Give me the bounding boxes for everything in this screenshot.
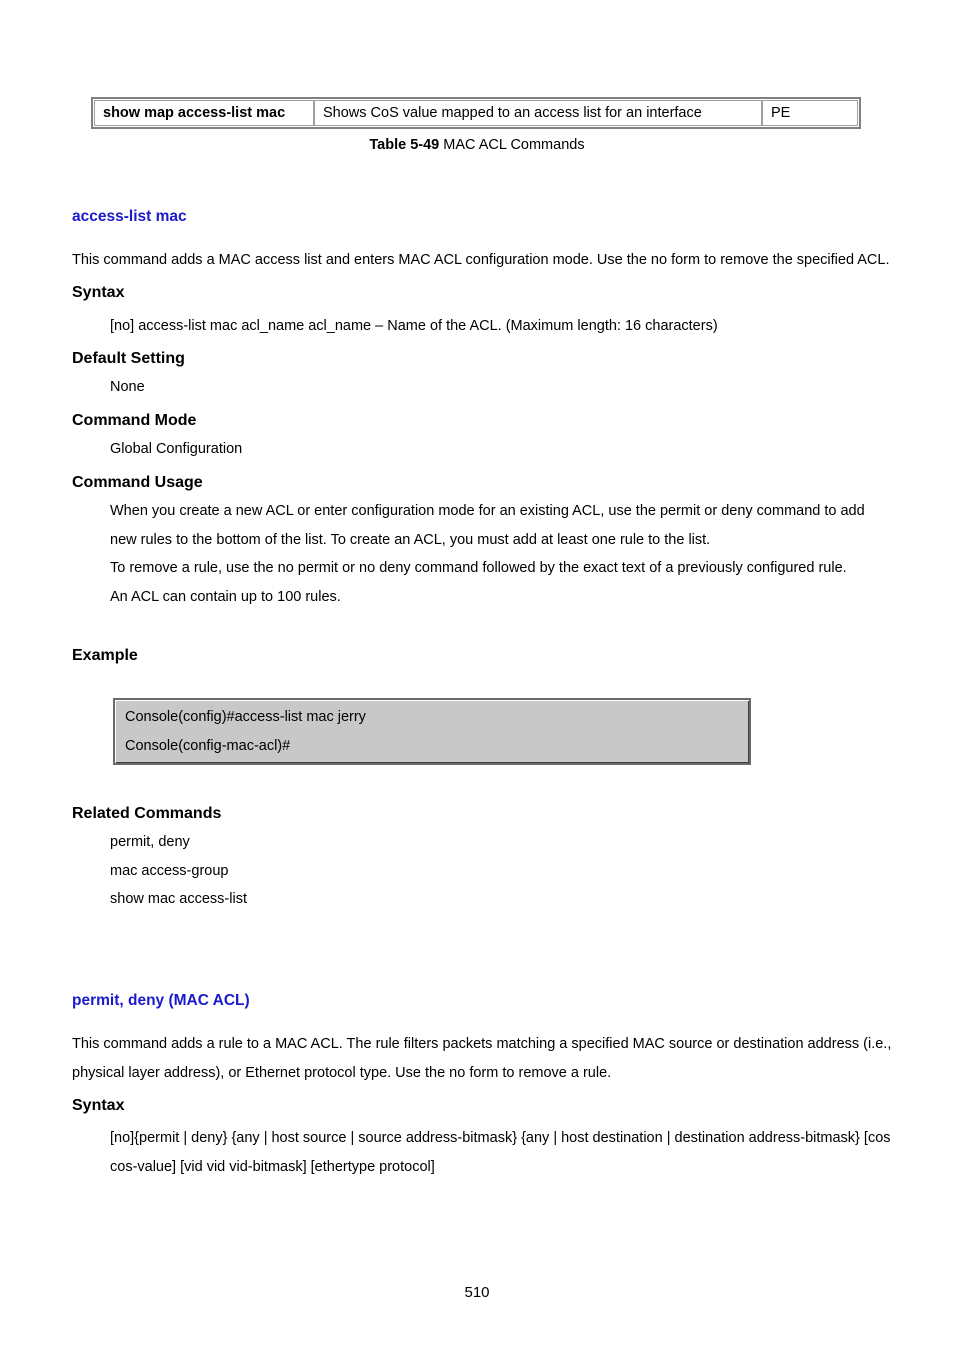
- table-caption: [0, 137, 954, 153]
- default-setting-heading: Default Setting: [72, 350, 185, 367]
- page-number: 510: [464, 1284, 490, 1301]
- console-line: Console(config)#access-list mac jerry: [125, 709, 366, 725]
- command-mode-heading: Command Mode: [72, 412, 197, 429]
- section2-intro-line: This command adds a rule to a MAC ACL. The rule filters packets matching a specified MAC source or destination address (i.e.,: [72, 1036, 892, 1052]
- command-table: [91, 97, 861, 129]
- usage-line: An ACL can contain up to 100 rules.: [110, 589, 341, 605]
- table-caption-text: MAC ACL Commands: [439, 137, 585, 153]
- command-mode-text: Global Configuration: [110, 441, 243, 457]
- section1-intro: This command adds a MAC access list and enters MAC ACL configuration mode. Use the no form to remove the specified ACL.: [72, 252, 890, 268]
- section-title-permit-deny: permit, deny (MAC ACL): [72, 992, 250, 1009]
- section2-syntax-line: [no]{permit | deny} {any | host source | source address-bitmask} {any | host destination | destination address-bitmask} [cos: [110, 1130, 891, 1146]
- table-cell-description: Shows CoS value mapped to an access list for an interface: [314, 100, 762, 126]
- syntax-heading: Syntax: [72, 284, 125, 301]
- section2-syntax-line: cos-value] [vid vid vid-bitmask] [ethertype protocol]: [110, 1159, 435, 1175]
- table-cell-command: show map access-list mac: [94, 100, 314, 126]
- table-caption-number: Table 5-49: [369, 137, 440, 153]
- command-usage-heading: Command Usage: [72, 474, 203, 491]
- related-commands-heading: Related Commands: [72, 805, 222, 822]
- section2-intro-line: physical layer address), or Ethernet protocol type. Use the no form to remove a rule.: [72, 1065, 612, 1081]
- usage-line: When you create a new ACL or enter configuration mode for an existing ACL, use the permit or deny command to add: [110, 503, 865, 519]
- section-title-access-list-mac: access-list mac: [72, 208, 187, 225]
- default-setting-text: None: [110, 379, 145, 395]
- usage-line: new rules to the bottom of the list. To create an ACL, you must add at least one rule to the list.: [110, 532, 711, 548]
- console-line: Console(config-mac-acl)#: [125, 738, 291, 754]
- usage-line: To remove a rule, use the no permit or no deny command followed by the exact text of a previously configured rule.: [110, 560, 847, 576]
- related-command-item: mac access-group: [110, 863, 229, 879]
- related-command-item: show mac access-list: [110, 891, 247, 907]
- related-command-item: permit, deny: [110, 834, 190, 850]
- syntax-text: [no] access-list mac acl_name acl_name – Name of the ACL. (Maximum length: 16 characters): [110, 318, 718, 334]
- section2-syntax-heading: Syntax: [72, 1097, 125, 1114]
- example-heading: Example: [72, 647, 138, 664]
- console-example-box: [113, 698, 751, 765]
- table-cell-mode: PE: [762, 100, 858, 126]
